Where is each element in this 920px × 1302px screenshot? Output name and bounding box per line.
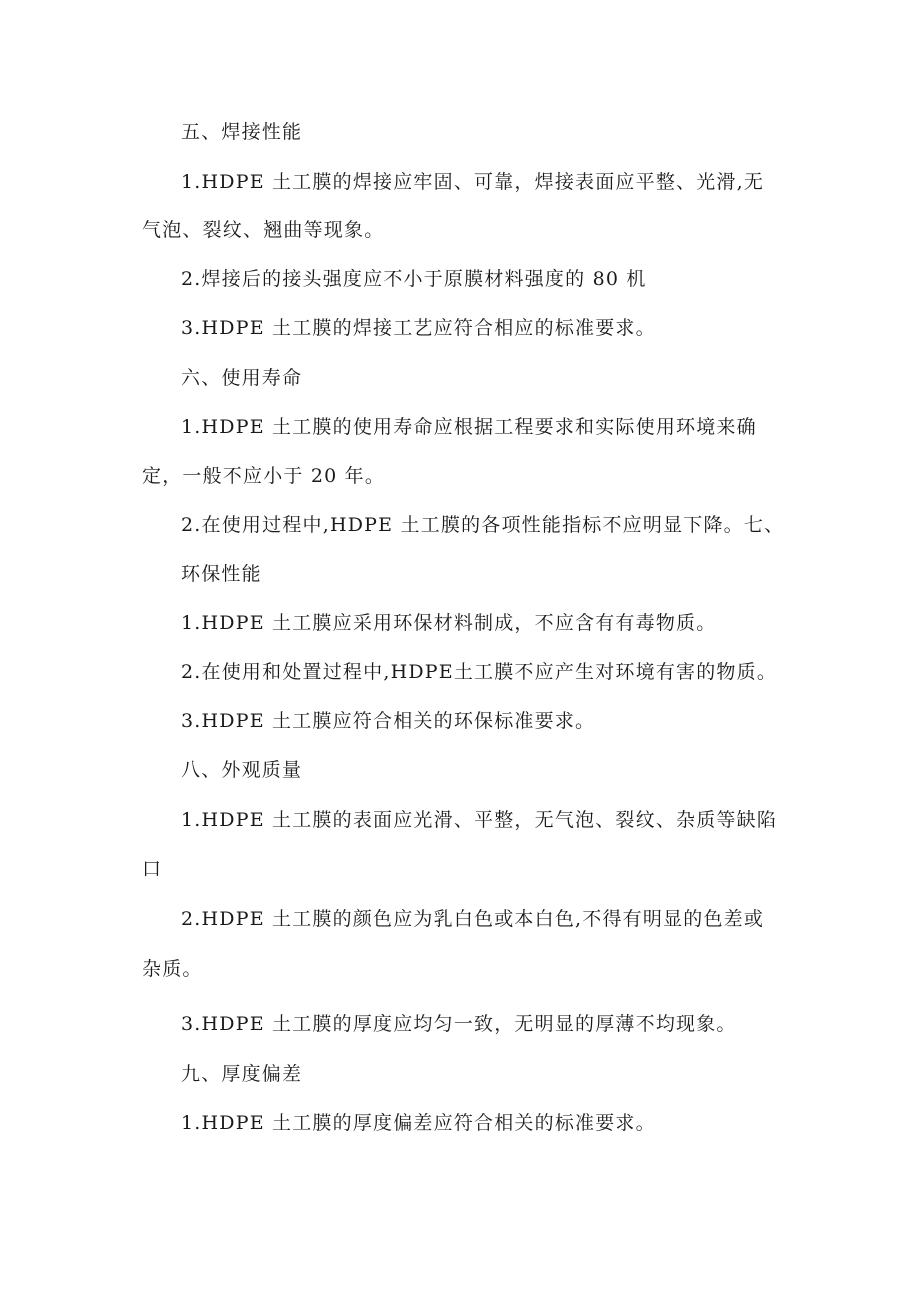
heading-thickness-deviation: 九、厚度偏差 xyxy=(181,1063,303,1085)
paragraph-line: 2.在使用过程中,HDPE 土工膜的各项性能指标不应明显下降。七、 xyxy=(181,514,785,536)
paragraph-line: 口 xyxy=(142,858,163,880)
heading-welding-performance: 五、焊接性能 xyxy=(181,121,303,143)
paragraph-line: 2.在使用和处置过程中,HDPE土工膜不应产生对环境有害的物质。 xyxy=(181,661,778,683)
paragraph-line: 3.HDPE 土工膜应符合相关的环保标准要求。 xyxy=(181,710,596,732)
paragraph-line: 1.HDPE 土工膜的表面应光滑、平整，无气泡、裂纹、杂质等缺陷 xyxy=(181,809,778,831)
paragraph-line: 2.焊接后的接头强度应不小于原膜材料强度的 80 机 xyxy=(181,268,647,290)
paragraph-line: 1.HDPE 土工膜的厚度偏差应符合相关的标准要求。 xyxy=(181,1112,656,1134)
heading-environmental-performance: 环保性能 xyxy=(181,563,262,585)
paragraph-line: 杂质。 xyxy=(142,958,203,980)
paragraph-line: 1.HDPE 土工膜的焊接应牢固、可靠，焊接表面应平整、光滑,无 xyxy=(181,171,765,193)
paragraph-line: 3.HDPE 土工膜的焊接工艺应符合相应的标准要求。 xyxy=(181,317,656,339)
paragraph-line: 定，一般不应小于 20 年。 xyxy=(142,465,386,487)
paragraph-line: 1.HDPE 土工膜应采用环保材料制成，不应含有有毒物质。 xyxy=(181,612,717,634)
heading-appearance-quality: 八、外观质量 xyxy=(181,759,303,781)
paragraph-line: 气泡、裂纹、翘曲等现象。 xyxy=(142,219,385,241)
heading-service-life: 六、使用寿命 xyxy=(181,367,303,389)
paragraph-line: 1.HDPE 土工膜的使用寿命应根据工程要求和实际使用环境来确 xyxy=(181,416,757,438)
paragraph-line: 3.HDPE 土工膜的厚度应均匀一致，无明显的厚薄不均现象。 xyxy=(181,1013,737,1035)
paragraph-line: 2.HDPE 土工膜的颜色应为乳白色或本白色,不得有明显的色差或 xyxy=(181,908,765,930)
